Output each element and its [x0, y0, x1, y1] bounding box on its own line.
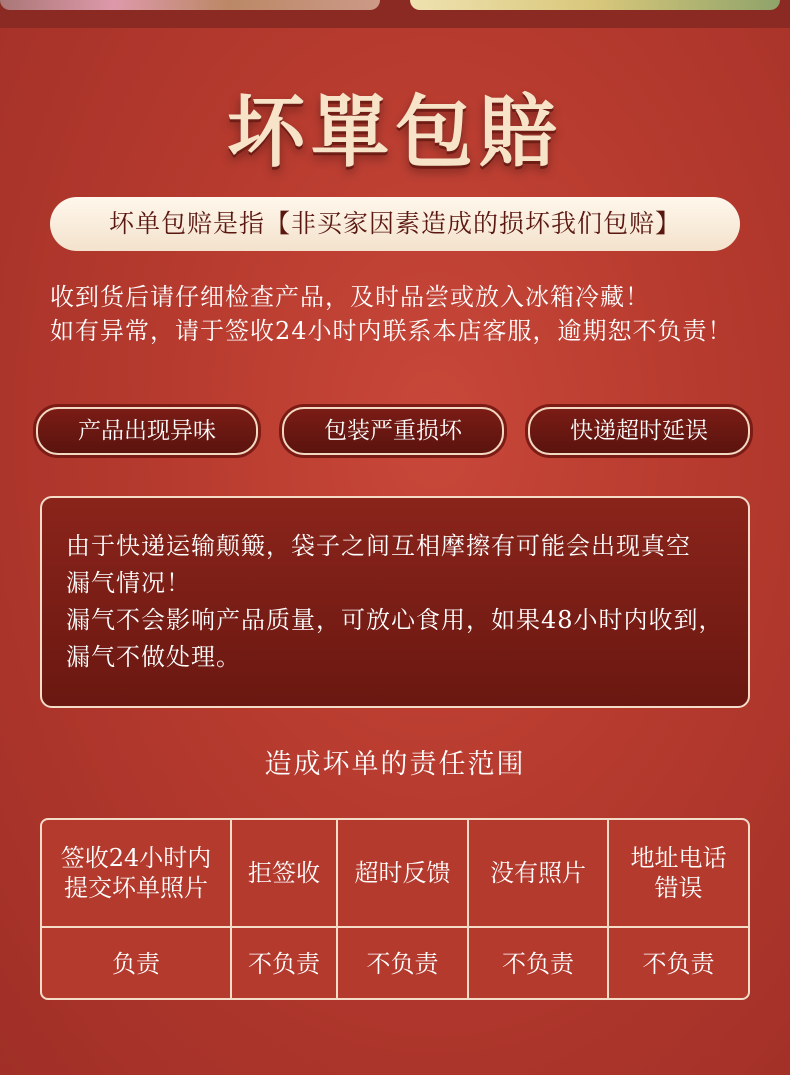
- info-line-4: 漏气不做处理。: [66, 643, 241, 671]
- tag-package-damage: 包装严重损坏: [282, 407, 504, 455]
- table-header-cell: [609, 820, 748, 926]
- header-text: 超时反馈: [354, 859, 451, 887]
- header-text: 提交坏单照片: [63, 874, 208, 902]
- responsibility-table: [40, 818, 750, 1000]
- product-photo-left: [0, 0, 380, 10]
- table-cell: 不负责: [232, 928, 338, 1000]
- definition-banner: 坏单包赔是指【非买家因素造成的损坏我们包赔】: [50, 197, 740, 251]
- info-line-1: 由于快递运输颠簸，袋子之间互相摩擦有可能会出现真空: [66, 532, 691, 560]
- header-text: 签收24小时内: [60, 844, 212, 872]
- table-cell: 不负责: [642, 950, 715, 978]
- header-text: 地址电话: [630, 844, 727, 872]
- tag-odor: 产品出现异味: [36, 407, 258, 455]
- table-header-cell: [469, 820, 609, 926]
- hero-title: 坏單包賠: [226, 87, 563, 178]
- table-header-cell: [232, 820, 338, 926]
- info-line-2: 漏气情况！: [66, 569, 191, 597]
- responsibility-section-title: 造成坏单的责任范围: [264, 749, 526, 780]
- vacuum-leak-info-box: [40, 496, 750, 708]
- notice-line-2: 如有异常，请于签收24小时内联系本店客服，逾期恕不负责！: [50, 317, 733, 345]
- header-text: 错误: [654, 874, 703, 902]
- table-cell: 不负责: [469, 928, 609, 1000]
- table-cell: 不负责: [338, 928, 469, 1000]
- product-photo-right: [410, 0, 780, 10]
- notice-line-1: 收到货后请仔细检查产品，及时品尝或放入冰箱冷藏！: [50, 283, 650, 311]
- header-text: 没有照片: [490, 859, 586, 887]
- table-header-cell: [338, 820, 469, 926]
- table-header-row: [42, 820, 748, 928]
- header-text: 拒签收: [248, 859, 320, 887]
- notice-text: [50, 280, 750, 348]
- tag-delivery-delay: 快递超时延误: [528, 407, 750, 455]
- info-line-3: 漏气不会影响产品质量，可放心食用，如果48小时内收到，: [66, 606, 724, 634]
- table-header-cell: [42, 820, 232, 926]
- table-cell: 负责: [42, 928, 232, 1000]
- table-row: [42, 928, 748, 1000]
- top-product-photo-strip: [0, 0, 790, 28]
